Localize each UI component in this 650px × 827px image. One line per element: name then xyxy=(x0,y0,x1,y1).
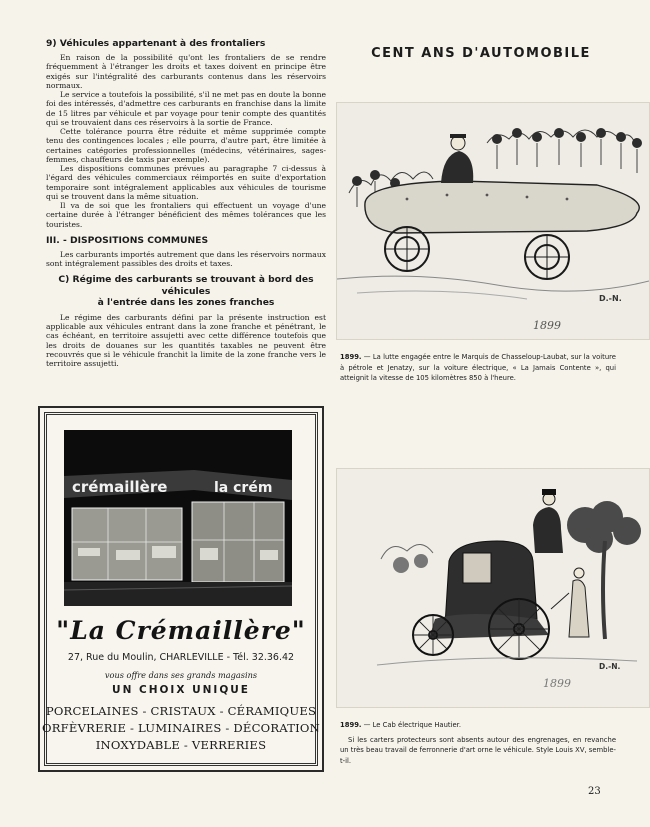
store-sign-right: la crém xyxy=(214,480,273,496)
product-line: ORFÈVRERIE - LUMINAIRES - DÉCORATION xyxy=(42,721,320,735)
caption-title: — Le Cab électrique Hautier. xyxy=(363,721,461,729)
caption-illustration-2 xyxy=(340,720,616,766)
product-line: INOXYDABLE - VERRERIES xyxy=(95,738,267,752)
paragraph: Le régime des carburants défini par la présente instruction est applicable aux véhicules entrant dans la zone franche et pénétrant, le cas échéant, en territoire assujetti avec cette différence toutefois que les droits de douanes sur les quantités taxables ne peuvent être recouvrés que si le véhicule franchit la limite de la zone franche vers le territoire assujetti. xyxy=(46,312,326,369)
illustration-drawing xyxy=(337,469,649,707)
section-title-dispositions: III. - DISPOSITIONS COMMUNES xyxy=(46,234,209,246)
store-address: 27, Rue du Moulin, CHARLEVILLE - Tél. 32.36.42 xyxy=(67,652,295,663)
page-header: CENT ANS D'AUTOMOBILE xyxy=(371,46,591,61)
caption-year: 1899. xyxy=(340,721,362,729)
illustration-year: 1899 xyxy=(533,319,561,332)
illustration-year: 1899 xyxy=(543,677,571,690)
caption-year: 1899. xyxy=(340,353,362,361)
artist-signature: D.-N. xyxy=(599,294,622,303)
offer-tagline: vous offre dans ses grands magasins xyxy=(104,670,258,680)
section-title-line: à l'entrée dans les zones franches xyxy=(97,297,275,309)
illustration-jamais-contente xyxy=(336,102,650,340)
caption-text: Si les carters protecteurs sont absents autour des engrenages, en revanche un très beau travail de ferronnerie d'art orne le véhicule. Style Louis XV, semble-t-il. xyxy=(340,735,616,765)
paragraph: Le service a toutefois la possibilité, s'il ne met pas en doute la bonne foi des intéressés, d'admettre ces carburants en franchise dans la limite de 15 litres par véhicule et par voyage pour tenir compte des quantités qui se trouvaient dans ces réservoirs à la sortie de France. xyxy=(46,90,326,127)
section-title-line: C) Régime des carburants se trouvant à bord des véhicules xyxy=(58,274,314,297)
section-title-frontaliers: 9) Véhicules appartenant à des frontaliers xyxy=(46,38,266,49)
brand-logo: "La Crémaillère" xyxy=(56,616,306,645)
illustration-cab-hautier xyxy=(336,468,650,708)
paragraph: Les carburants importés autrement que dans les réservoirs normaux sont intégralement passibles des droits et taxes. xyxy=(46,249,326,269)
advertisement-cremaillere xyxy=(38,406,324,772)
paragraph: Cette tolérance pourra être réduite et même supprimée compte tenu des contingences locales ; elle pourra, d'autre part, être limitée à certaines catégories professionnelles (médecins, vétérinaires, sages-femmes, chauffeurs de taxis par exemple). xyxy=(46,127,326,164)
caption-illustration-1 xyxy=(340,352,616,384)
storefront-photo xyxy=(64,430,292,606)
illustration-drawing xyxy=(337,103,649,339)
paragraph: En raison de la possibilité qu'ont les frontaliers de se rendre fréquemment à l'étranger les droits et taxes doivent en principe être exigés sur l'intégralité des carburants contenus dans les réservoirs normaux. xyxy=(46,53,326,90)
caption-text: — La lutte engagée entre le Marquis de Chasseloup-Laubat, sur la voiture à pétrole et Jenatzy, sur la voiture électrique, « La Jamais Contente », qui atteignit la vitesse de 105 kilomètres 850 à l'heure. xyxy=(340,353,616,383)
product-line: PORCELAINES - CRISTAUX - CÉRAMIQUES xyxy=(45,704,317,718)
section-title-regime xyxy=(46,274,326,309)
choice-slogan: UN CHOIX UNIQUE xyxy=(112,684,250,696)
paragraph: Il va de soi que les frontaliers qui effectuent un voyage d'une certaine durée à l'étranger bénéficient des mêmes tolérances que les touristes. xyxy=(46,201,326,229)
store-sign-left: crémaillère xyxy=(72,478,168,496)
paragraph: Les dispositions communes prévues au paragraphe 7 ci-dessus à l'égard des véhicules commerciaux réimportés en suite d'exportation temporaire sont intégralement applicables aux véhicules de tourisme qui se trouvent dans la même situation. xyxy=(46,164,326,201)
storefront-drawing xyxy=(64,430,292,606)
artist-signature: D.-N. xyxy=(599,662,621,671)
article-column xyxy=(46,38,326,368)
page-number: 23 xyxy=(588,786,601,797)
